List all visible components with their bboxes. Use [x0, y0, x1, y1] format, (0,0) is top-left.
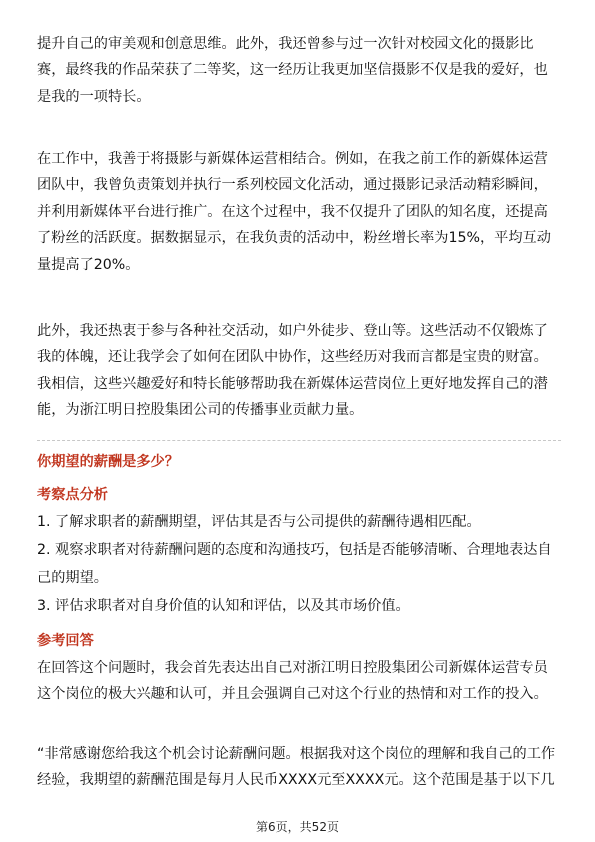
text-line: 这个岗位的极大兴趣和认可，并且会强调自己对这个行业的热情和对工作的投入。 [37, 686, 548, 703]
analysis-item: 3. 评估求职者对自身价值的认知和评估，以及其市场价值。 [37, 598, 410, 614]
question-heading: 你期望的薪酬是多少？ [37, 454, 179, 470]
text-line: 并利用新媒体平台进行推广。在这个过程中，我不仅提升了团队的知名度，还提高 [37, 203, 548, 220]
text-line: 赛，最终我的作品荣获了二等奖，这一经历让我更加坚信摄影不仅是我的爱好，也 [37, 62, 548, 79]
analysis-heading: 考察点分析 [37, 487, 108, 503]
paragraph-hobbies [37, 318, 561, 424]
text-line: 是我的一项特长。 [37, 88, 151, 105]
answer-heading: 参考回答 [37, 633, 94, 649]
paragraph-work-experience [37, 146, 561, 278]
text-line: 团队中，我曾负责策划并执行一系列校园文化活动，通过摄影记录活动精彩瞬间， [37, 177, 548, 194]
text-line: 在回答这个问题时，我会首先表达出自己对浙江明日控股集团公司新媒体运营专员 [37, 660, 548, 676]
text-line: 此外，我还热衷于参与各种社交活动，如户外徒步、登山等。这些活动不仅锻炼了 [37, 323, 548, 339]
text-line: 能，为浙江明日控股集团公司的传播事业贡献力量。 [37, 402, 364, 419]
section-divider [37, 440, 561, 441]
text-line: 我的体魄，还让我学会了如何在团队中协作，这些经历对我而言都是宝贵的财富。 [37, 349, 548, 366]
analysis-item: 己的期望。 [37, 570, 108, 586]
analysis-item: 1. 了解求职者的薪酬期望，评估其是否与公司提供的薪酬待遇相匹配。 [37, 514, 481, 530]
answer-intro-paragraph [37, 655, 561, 708]
text-line: 我相信，这些兴趣爱好和特长能够帮助我在新媒体运营岗位上更好地发挥自己的潜 [37, 375, 548, 392]
text-line: 经验，我期望的薪酬范围是每月人民币XXXX元至XXXX元。这个范围是基于以下几 [37, 772, 555, 789]
paragraph-photography-award [37, 31, 561, 110]
page-number-footer: 第6页，共52页 [256, 820, 339, 834]
text-line: “非常感谢您给我这个机会讨论薪酬问题。根据我对这个岗位的理解和我自己的工作 [37, 746, 556, 762]
text-line: 在工作中，我善于将摄影与新媒体运营相结合。例如，在我之前工作的新媒体运营 [37, 151, 548, 167]
text-line: 了粉丝的活跃度。据数据显示，在我负责的活动中，粉丝增长率为15%，平均互动 [37, 230, 551, 247]
text-line: 量提高了20%。 [37, 256, 140, 273]
analysis-item: 2. 观察求职者对待薪酬问题的态度和沟通技巧，包括是否能够清晰、合理地表达自 [37, 542, 552, 558]
answer-quote-paragraph [37, 741, 561, 794]
text-line: 提升自己的审美观和创意思维。此外，我还曾参与过一次针对校园文化的摄影比 [37, 36, 534, 52]
